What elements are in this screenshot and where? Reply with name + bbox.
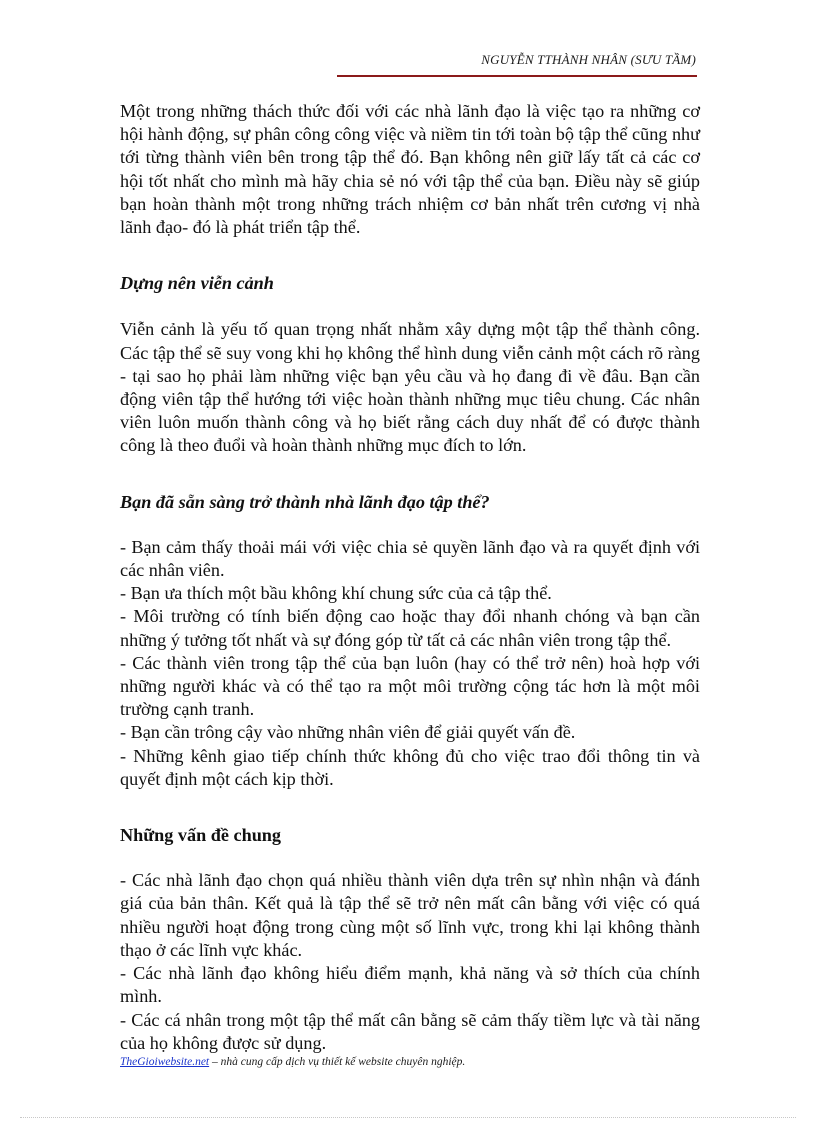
intro-paragraph: Một trong những thách thức đối với các nhà lãnh đạo là việc tạo ra những cơ hội hành động, sự phân công công việc và niềm tin tới toàn bộ tập thể cũng như tới từng thành viên bên trong tập thể đó. Bạn không nên giữ lấy tất cả các cơ hội tốt nhất cho mình mà hãy chia sẻ nó với tập thể của bạn. Điều này sẽ giúp bạn hoàn thành một trong những trách nhiệm cơ bản nhất trên cương vị nhà lãnh đạo- đó là phát triển tập thể. <box>120 101 700 238</box>
section-heading-common-issues: Những vấn đề chung <box>120 825 282 846</box>
common-issues-list <box>120 869 700 1055</box>
section-heading-readiness: Bạn đã sẵn sàng trở thành nhà lãnh đạo tập thể? <box>120 491 490 512</box>
header-rule <box>337 75 697 77</box>
footer-website-link[interactable]: TheGioiwebsite.net <box>120 1056 210 1068</box>
list-item: - Bạn ưa thích một bầu không khí chung sức của cả tập thể. <box>120 583 552 604</box>
page-bottom-divider <box>20 1117 796 1118</box>
page-footer <box>120 1056 465 1068</box>
readiness-list <box>120 536 700 791</box>
list-item: - Bạn cần trông cậy vào những nhân viên để giải quyết vấn đề. <box>120 722 576 743</box>
list-item: - Các nhà lãnh đạo chọn quá nhiều thành viên dựa trên sự nhìn nhận và đánh giá của bản thân. Kết quả là tập thể sẽ trở nên mất cân bằng với việc có quá nhiều người hoạt động trong cùng một số lĩnh vực, trong khi lại không thành thạo ở các lĩnh vực khác. <box>120 870 700 960</box>
vision-paragraph: Viễn cảnh là yếu tố quan trọng nhất nhằm xây dựng một tập thể thành công. Các tập thể sẽ suy vong khi họ không thể hình dung viễn cảnh một cách rõ ràng - tại sao họ phải làm những việc bạn yêu cầu và họ đang đi về đâu. Bạn cần động viên tập thể hướng tới việc hoàn thành những mục tiêu chung. Các nhân viên luôn muốn thành công và họ biết rằng cách duy nhất để có được thành công là theo đuổi và hoàn thành những mục đích to lớn. <box>120 319 700 456</box>
list-item: - Các thành viên trong tập thể của bạn luôn (hay có thể trở nên) hoà hợp với những người khác và có thể tạo ra một môi trường cộng tác hơn là một môi trường cạnh tranh. <box>120 652 700 720</box>
list-item: - Môi trường có tính biến động cao hoặc thay đổi nhanh chóng và bạn cần những ý tưởng tốt nhất và sự đóng góp từ tất cả các nhân viên trong tập thể. <box>120 606 700 650</box>
list-item: - Các cá nhân trong một tập thể mất cân bằng sẽ cảm thấy tiềm lực và tài năng của họ không được sử dụng. <box>120 1009 700 1053</box>
page-header: NGUYỄN TTHÀNH NHÂN (SƯU TẦM) <box>481 52 696 67</box>
list-item: - Các nhà lãnh đạo không hiểu điểm mạnh, khả năng và sở thích của chính mình. <box>120 963 700 1007</box>
footer-tagline: – nhà cung cấp dịch vụ thiết kế website chuyên nghiệp. <box>209 1056 466 1068</box>
list-item: - Những kênh giao tiếp chính thức không đủ cho việc trao đổi thông tin và quyết định một cách kịp thời. <box>120 745 700 789</box>
list-item: - Bạn cảm thấy thoải mái với việc chia sẻ quyền lãnh đạo và ra quyết định với các nhân viên. <box>120 536 700 581</box>
document-body <box>120 100 700 1055</box>
section-heading-vision: Dựng nên viễn cảnh <box>120 273 274 294</box>
